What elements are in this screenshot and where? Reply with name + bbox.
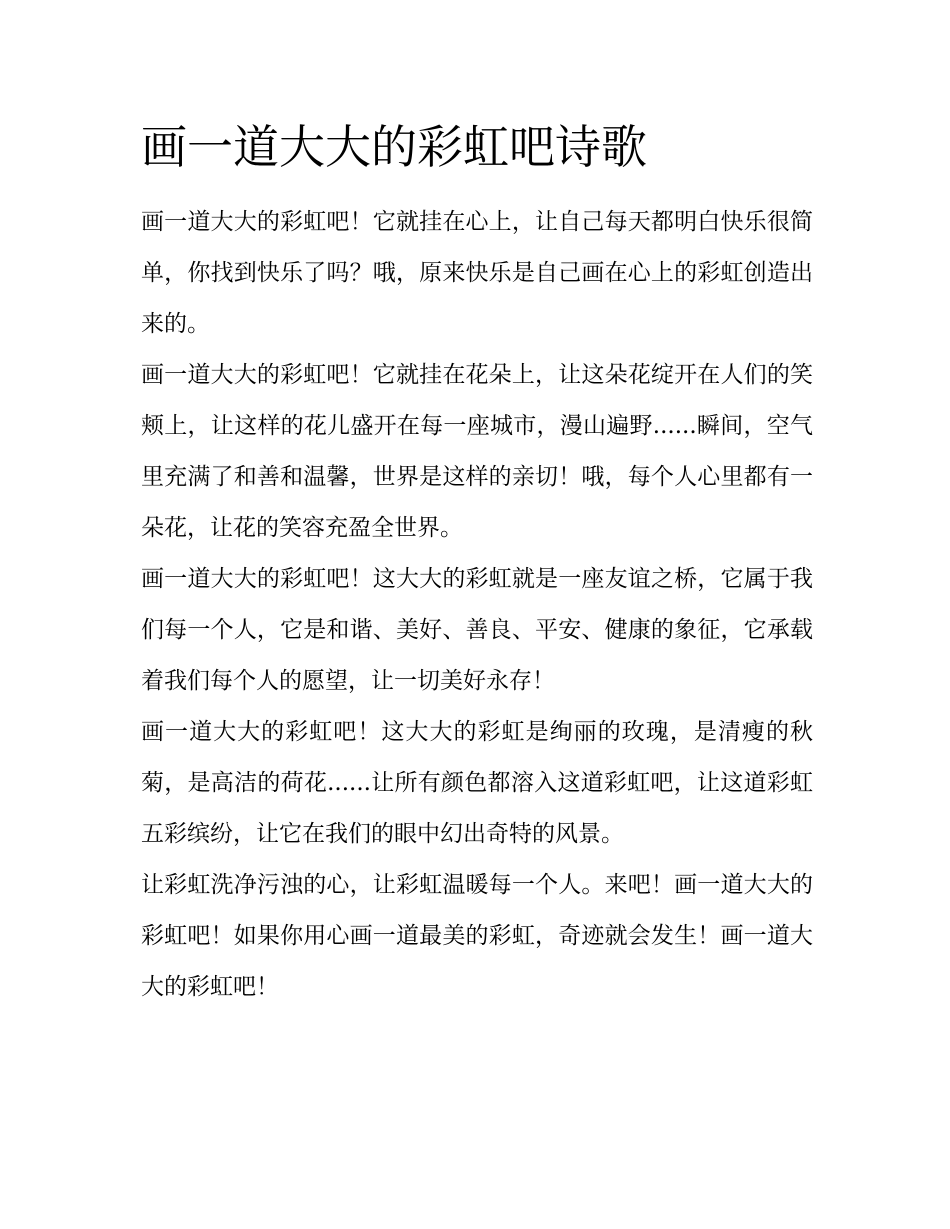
document-body	[141, 197, 813, 1013]
paragraph-4: 画一道大大的彩虹吧！这大大的彩虹是绚丽的玫瑰，是清瘦的秋菊，是高洁的荷花......让所有颜色都溶入这道彩虹吧，让这道彩虹五彩缤纷，让它在我们的眼中幻出奇特的风景。	[141, 719, 813, 847]
paragraph-1: 画一道大大的彩虹吧！它就挂在心上，让自己每天都明白快乐很简单，你找到快乐了吗？哦，原来快乐是自己画在心上的彩虹创造出来的。	[141, 209, 813, 337]
paragraph-2: 画一道大大的彩虹吧！它就挂在花朵上，让这朵花绽开在人们的笑颊上，让这样的花儿盛开在每一座城市，漫山遍野......瞬间，空气里充满了和善和温馨，世界是这样的亲切！哦，每个人心里都有一朵花，让花的笑容充盈全世界。	[141, 362, 813, 541]
document-title: 画一道大大的彩虹吧诗歌	[141, 120, 647, 174]
paragraph-3: 画一道大大的彩虹吧！这大大的彩虹就是一座友谊之桥，它属于我们每一个人，它是和谐、美好、善良、平安、健康的象征，它承载着我们每个人的愿望，让一切美好永存！	[141, 566, 813, 694]
paragraph-5: 让彩虹洗净污浊的心，让彩虹温暖每一个人。来吧！画一道大大的彩虹吧！如果你用心画一道最美的彩虹，奇迹就会发生！画一道大大的彩虹吧！	[141, 872, 813, 1000]
